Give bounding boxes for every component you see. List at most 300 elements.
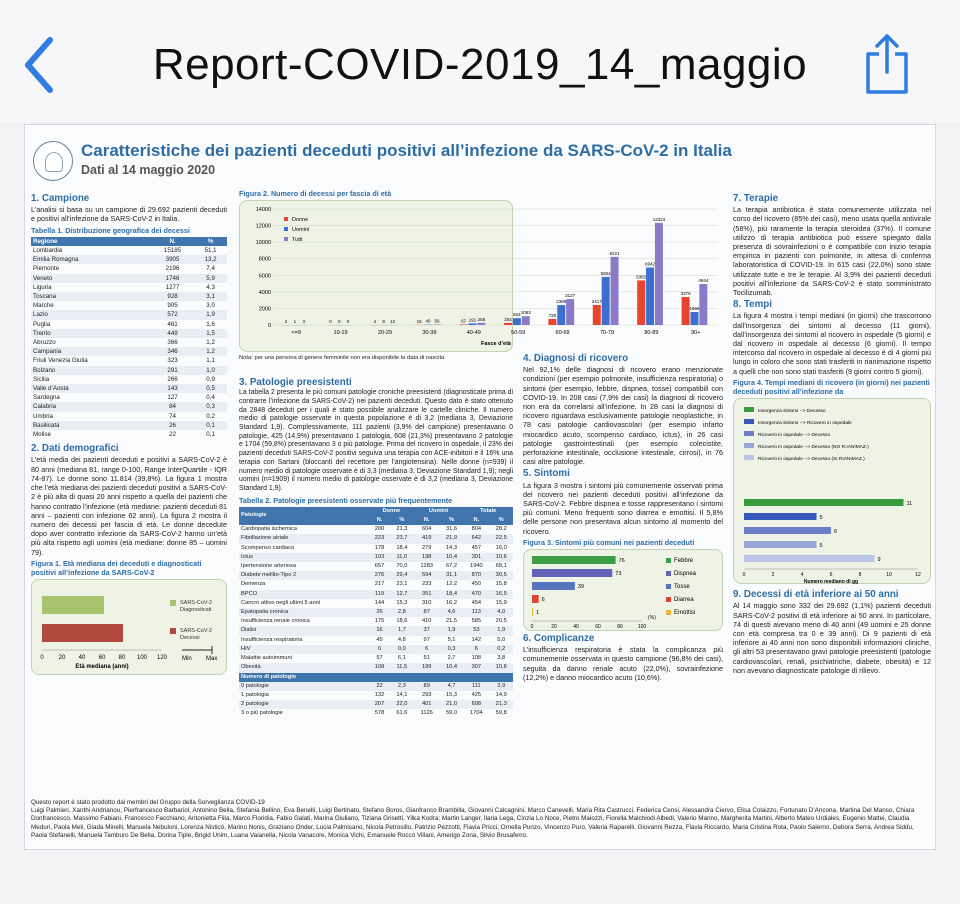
table-row — [31, 421, 227, 430]
fig3-legend-swatch — [666, 597, 671, 602]
fig2-xtick: <=9 — [291, 330, 301, 337]
column-subheader: N. — [463, 516, 489, 525]
table-row — [31, 283, 227, 292]
table-cell: 410 — [421, 618, 432, 625]
fig2-xtick: 90+ — [691, 330, 701, 337]
table-cell: Veneto — [31, 274, 151, 283]
fig2-data-label: 12324 — [652, 217, 666, 223]
fig3-tick: 40 — [573, 624, 579, 631]
figure-1-chart — [32, 580, 226, 676]
fig2-data-label: 0 — [338, 319, 341, 325]
table-cell: 0,5 — [194, 384, 227, 393]
table-cell: 3 o più patologie — [241, 710, 283, 717]
section-heading: 8. Tempi — [733, 299, 773, 311]
table-cell: Umbria — [33, 412, 53, 420]
table-cell: Friuli Venezia Giulia — [33, 357, 88, 365]
table-cell: Liguria — [33, 283, 52, 291]
table-cell: Campania — [31, 347, 151, 356]
figure-caption: Figura 1. Età mediana dei deceduti e diagnosticati positivi all’infezione da SARS-CoV-2 — [31, 558, 202, 577]
fig2-bar — [477, 323, 485, 325]
table-row — [31, 292, 227, 301]
section-text: La figura 3 mostra i sintomi più comunemente osservati prima del ricovero nei pazienti deceduti positivi all’infezione da SARS-CoV-2. Febbre dispnea e tosse rappresentano i sintomi più comuni. Meno frequenti sono diarrea e emottisi. Il 5,8% delle persone non presentava alcun sintomo al momento del ricovero. — [523, 480, 723, 536]
table-cell: Dialisi — [239, 626, 369, 635]
fig2-ytick: 12000 — [255, 223, 271, 230]
fig2-data-label: 12 — [390, 319, 396, 325]
fig1-xlabel: Età mediana (anni) — [75, 664, 129, 671]
figure-caption: Figura 4. Tempi mediani di ricovero (in giorni) nei pazienti deceduti positivi all’infezione da — [733, 377, 930, 397]
table-cell: 594 — [414, 571, 440, 580]
table-row — [31, 384, 227, 393]
table-row — [239, 580, 513, 589]
fig4-bar — [744, 527, 831, 534]
fig2-data-label: 4944 — [698, 278, 709, 284]
table-row — [31, 402, 227, 411]
table-cell: 23,7 — [390, 534, 414, 543]
table-cell: 366 — [167, 339, 178, 347]
table-cell: 1746 — [151, 274, 194, 283]
table-cell: 12,2 — [445, 581, 458, 588]
table-cell: Emilia Romagna — [31, 255, 151, 264]
iss-logo-icon — [33, 141, 73, 181]
table-cell: 142 — [471, 636, 482, 643]
fig3-bar — [532, 569, 612, 577]
table-cell: 307 — [463, 663, 489, 672]
table-cell: 419 — [414, 534, 440, 543]
table-cell: 0,1 — [206, 431, 215, 439]
table-row — [239, 544, 513, 553]
table-cell: 175 — [374, 618, 385, 625]
fig1-max-label: Max — [206, 656, 218, 663]
fig4-bar — [744, 499, 904, 506]
table-cell: 53 — [463, 626, 489, 635]
fig2-data-label: 3127 — [565, 293, 576, 299]
table-cell: 13,2 — [194, 255, 227, 264]
fig2-ytick: 2000 — [258, 306, 271, 313]
fig4-legend-swatch — [744, 455, 754, 460]
fig2-data-label: 3376 — [680, 291, 691, 297]
fig4-legend-swatch — [744, 431, 754, 436]
table-cell: 276 — [369, 571, 390, 580]
fig2-legend-swatch — [284, 237, 288, 241]
table-cell: 3,1 — [194, 292, 227, 301]
navigation-bar — [0, 0, 960, 122]
table-cell: 18,4 — [396, 544, 408, 551]
fig2-data-label: 0 — [329, 319, 332, 325]
table-cell: 31,6 — [445, 526, 458, 533]
fig4-legend-label: Ricovero in ospedale --> Decesso (NO R.IANIMAZ.) — [758, 445, 869, 451]
table-row — [31, 246, 227, 255]
column-header: % — [194, 237, 227, 246]
column-4 — [733, 191, 931, 677]
fig2-xtick: 20-29 — [377, 330, 393, 337]
table-cell: 1,5 — [194, 329, 227, 338]
table-cell: 0 patologie — [239, 682, 369, 691]
pathology-table — [239, 507, 513, 719]
table-cell: 15185 — [163, 247, 182, 255]
table-cell: Calabria — [31, 402, 151, 411]
table-cell: Diabete mellito-Tipo 2 — [239, 571, 369, 580]
table-cell: 4,7 — [440, 682, 464, 691]
table-row — [239, 525, 513, 534]
fig2-data-label: 0 — [346, 319, 350, 325]
table-cell: 279 — [421, 544, 432, 551]
table-row — [31, 274, 227, 283]
figure-note: Nota: per una persona di genere femminile non era disponibile la data di nascita — [239, 355, 445, 362]
table-cell: 351 — [414, 590, 440, 599]
fig1-bar — [42, 596, 104, 614]
table-cell: 223 — [369, 534, 390, 543]
table-cell: 608 — [463, 700, 489, 709]
fig2-data-label: 4 — [373, 319, 377, 325]
table-cell: 4,6 — [440, 608, 464, 617]
table-cell: 103 — [369, 553, 390, 562]
section-text: La figura 4 mostra i tempi mediani (in giorni) che trascorrono dall’insorgenza dei sintomi al decesso (11 giorni), dall’insorgenza dei sintomi al ricovero in ospedale (5 giorni) e dal ricovero in ospedale al decesso (6 giorni). Il tempo intercorso dal ricovero in ospedale al decesso è di 4 giorni più lungo in coloro che sono stati trasferiti in rianimazione rispetto a quelli che non sono stati trasferiti (9 giorni contro 5 giorni). — [733, 311, 931, 376]
fig3-legend-label: Tosse — [674, 584, 690, 591]
fig2-data-label: 2417 — [591, 299, 602, 305]
column-header: Donne — [369, 507, 414, 516]
fig4-tick: 4 — [800, 572, 804, 579]
column-1 — [31, 191, 227, 675]
table-cell: Sicilia — [33, 375, 50, 383]
table-row — [239, 562, 513, 571]
table-cell: 1,2 — [206, 339, 215, 347]
table-cell: 10,4 — [440, 553, 464, 562]
section-text: L’analisi si basa su un campione di 29.692 pazienti deceduti e positivi all’infezione da SARS-CoV-2 in Italia. — [31, 205, 227, 224]
table-cell: 15,3 — [396, 599, 408, 606]
table-cell: 323 — [167, 357, 178, 365]
table-cell: 21,9 — [440, 534, 464, 543]
table-cell: 0,9 — [206, 375, 215, 383]
table-cell: 113 — [463, 608, 489, 617]
table-cell: 5,9 — [194, 274, 227, 283]
table-cell: 266 — [167, 375, 178, 383]
table-cell: 59,0 — [445, 710, 458, 717]
fig2-data-label: 2 — [284, 319, 288, 325]
table-cell: 301 — [463, 553, 489, 562]
table-cell: 45 — [376, 636, 383, 643]
table-cell: 0,2 — [489, 645, 513, 654]
section-heading: 2. Dati demografici — [31, 443, 119, 455]
fig3-tick: 80 — [617, 624, 623, 631]
column-subheader: % — [390, 516, 414, 525]
table-cell: Valle d’Aosta — [31, 384, 151, 393]
fig2-bar — [690, 312, 698, 325]
table-cell: 23,1 — [396, 581, 408, 588]
fig4-legend-swatch — [744, 407, 754, 412]
table-cell: 21,0 — [440, 700, 464, 709]
fig3-axis-label: (%) — [648, 615, 656, 622]
table-cell: 3,8 — [497, 655, 506, 662]
table-cell: 37 — [414, 626, 440, 635]
fig2-bar — [637, 281, 645, 326]
table-cell: 1283 — [420, 563, 434, 570]
fig2-ytick: 14000 — [255, 207, 271, 214]
table-cell: 1,9 — [194, 310, 227, 319]
figure-3-chart — [524, 550, 722, 632]
table-row — [239, 691, 513, 700]
credits-intro: Questo report è stato prodotto dai membri del Gruppo della Sorveglianza COVID-19 — [31, 799, 265, 806]
report-title: Caratteristiche dei pazienti deceduti positivi all’infezione da SARS-CoV-2 in Italia — [81, 141, 732, 160]
table-cell: 143 — [151, 384, 194, 393]
table-cell: 26 — [369, 608, 390, 617]
fig3-legend-swatch — [666, 558, 671, 563]
table-cell: 0,1 — [194, 421, 227, 430]
fig3-bar — [532, 556, 616, 564]
fig3-tick: 0 — [530, 624, 534, 631]
table-row — [239, 608, 513, 617]
table-cell: 0,3 — [194, 402, 227, 411]
table-cell: 10,4 — [440, 663, 464, 672]
fig4-value-label: 11 — [906, 501, 913, 508]
figure-3 — [523, 549, 723, 631]
table-cell: 7,4 — [206, 265, 215, 273]
table-cell: Ipertensione arteriosa — [241, 563, 297, 570]
table-cell: 10,8 — [489, 663, 513, 672]
fig1-tick: 80 — [118, 655, 126, 662]
fig2-bar — [468, 324, 476, 326]
table-row — [31, 356, 227, 365]
fig2-xtick: 50-59 — [511, 330, 526, 337]
table-cell: 0,0 — [390, 645, 414, 654]
table-cell: 870 — [463, 571, 489, 580]
table-cell: 4,0 — [489, 608, 513, 617]
table-cell: 68,1 — [495, 563, 507, 570]
table-row — [31, 375, 227, 384]
table-row — [239, 617, 513, 626]
fig3-value-label: 6 — [541, 597, 545, 604]
table-cell: Basilicata — [31, 421, 151, 430]
figure-4-chart — [734, 399, 930, 585]
table-cell: 57 — [376, 655, 383, 662]
fig2-data-label: 254 — [504, 317, 512, 323]
table-cell: HIV — [239, 645, 369, 654]
section-text: L’età media dei pazienti deceduti e positivi a SARS-CoV-2 è 80 anni (mediana 81, range 0-100, Range InterQuartile - IQR 74-87). Le donne sono 11.814 (39,8%). La figura 1 mostra che l’età mediana dei pazienti deceduti positivi a SARS-CoV-2 è più alta di quasi 20 anni rispetto a quella dei pazienti che hanno contratto l’infezione (età mediane: pazienti deceduti 81 anni – pazienti con infezione 62 anni). La figura 2 mostra il numero dei decessi per fascia di età. Le donne decedute dopo aver contratto infezione da SARS-CoV-2 hanno un’età più alta rispetto agli uomini (età mediane: donne 85 – uomini 79). — [31, 455, 227, 557]
table-cell: 59,8 — [495, 710, 507, 717]
fig4-legend-swatch — [744, 443, 754, 448]
section-text: Al 14 maggio sono 332 dei 29.692 (1,1%) pazienti deceduti SARS-CoV-2 positivi di età inferiore ai 50 anni. In particolare, 74 di questi avevano meno di 40 anni (49 uomini e 25 donne con età compresa tra 0 e 39 anni). Di 9 pazienti di età inferiore ai 40 anni non sono disponibili informazioni cliniche, gli altri 53 presentavano gravi patologie preesistenti (patologie cardiovascolari, renali, psichiatriche, diabete, obesità) e 12 non avevano diagnosticate patologie di rilievo. — [733, 601, 931, 675]
table-cell: 1,9 — [440, 626, 464, 635]
table-cell: 310 — [421, 599, 432, 606]
fig1-bar — [42, 624, 123, 642]
fig2-ytick: 6000 — [258, 273, 271, 280]
table-cell: Sardegna — [33, 394, 60, 402]
fig2-data-label: 824 — [513, 312, 521, 318]
fig2-bar — [460, 325, 468, 326]
table-cell: 450 — [471, 581, 482, 588]
table-cell: 11,5 — [390, 663, 414, 672]
table-cell: 51 — [423, 655, 430, 662]
table-cell: 233 — [421, 581, 432, 588]
column-subheader: N. — [414, 516, 440, 525]
table-cell: 11,0 — [390, 553, 414, 562]
table-cell: 1,7 — [390, 626, 414, 635]
table-cell: Molise — [33, 431, 51, 439]
table-cell: 604 — [421, 526, 432, 533]
figure-4 — [733, 398, 931, 584]
table-cell: 16,0 — [495, 544, 507, 551]
table-cell: 16 — [369, 626, 390, 635]
table-cell: 3,9 — [489, 682, 513, 691]
fig4-tick: 8 — [858, 572, 862, 579]
fig2-data-label: 1568 — [689, 306, 700, 312]
column-header: Patologie — [239, 507, 369, 525]
table-cell: 6 — [463, 645, 489, 654]
fig1-legend-label: SARS-CoV-2 Decessi — [180, 628, 213, 642]
fig2-ytick: 0 — [267, 323, 271, 330]
fig4-value-label: 5 — [819, 543, 823, 550]
table-cell: Abruzzo — [33, 339, 56, 347]
fig2-xtick: 60-69 — [555, 330, 570, 337]
table-cell: 572 — [151, 310, 194, 319]
table-row — [31, 366, 227, 375]
fig2-data-label: 67 — [461, 318, 467, 324]
fig1-legend-swatch — [170, 628, 176, 634]
fig2-ytick: 4000 — [258, 290, 271, 297]
table-cell: 84 — [151, 402, 194, 411]
table-row — [239, 534, 513, 543]
fig3-tick: 20 — [551, 624, 557, 631]
credits-names: Luigi Palmieri, Xanthi Andrianou, Pierfrancesco Barbariol, Antonino Bella, Stefania Bellino, Eva Benelli, Luigi Bertinato, Stefano Boros, Gianfranco Brambilla, Giovanni Calcagnini, Marco Canevelli, Maria Rita Castrucci, Federica Censi, Alessandra Ciervo, Elisa Colaizzo, Fortunato D’Ancona, Martina Del Manso, Chiara Donfrancesco, Massimo Fabiani, Francesco Facchiano, Antonietta Filia, Marco Floridia, Fabio Galati, Marina Giuliano, Tiziana Grisetti, Yilka Kodra; Martin Langer, Ilaria Lega, Cinzia Lo Noce, Pietro Maiozzi, Fiorella Malchiodi Albedi, Valerio Manno, Margherita Martini, Alberto Mateo Urdiales, Eugenio Mattei, Claudia Meduri, Paola Meli, Giada Minelli, Manuela Nebuloni, Lorenza Nisticò, Marino Nonis, Graziano Onder, Lucia Palmisano, Nicola Petrosillo, Patrizio Pezzotti, Flavia Pricci, Ornella Punzo, Vincenzo Puro, Valeria Raparelli, Giovanni Rezza, Flavia Riccardo, Maria Cristina Rota, Paolo Salerno, Debora Serra, Andrea Siddu, Paola Stefanelli, Manuela Tamburo De Bella, Dorina Tiple, Brigid Unim, Luana Vaianella, Nicola Vanacore, Monica Vichi, Emanuele Rocco Villani, Amerigo Zona, Silvio Brusaferro. — [31, 807, 915, 839]
table-row — [239, 654, 513, 663]
table-cell: Ictus — [239, 553, 369, 562]
table-cell: 29,4 — [390, 571, 414, 580]
fig4-tick: 12 — [915, 572, 921, 579]
table-cell: 1940 — [470, 563, 483, 570]
table-cell: 21,5 — [445, 618, 458, 625]
table-cell: 61,6 — [396, 710, 408, 717]
table-cell: 1277 — [165, 283, 180, 291]
fig1-tick: 60 — [98, 655, 106, 662]
fig3-value-label: 39 — [577, 584, 585, 591]
figure-caption: Figura 3. Sintomi più comuni nei pazienti deceduti — [523, 537, 695, 547]
fig3-bar — [532, 608, 533, 616]
fig1-tick: 120 — [156, 655, 168, 662]
table-cell: 346 — [151, 347, 194, 356]
table-cell: Bolzano — [31, 366, 151, 375]
table-cell: Scompenso cardiaco — [241, 544, 295, 551]
section-heading: 3. Patologie preesistenti — [239, 377, 352, 388]
table-cell: 70,0 — [396, 563, 408, 570]
section-heading: 5. Sintomi — [523, 468, 570, 480]
fig2-data-label: 258 — [477, 317, 486, 323]
fig2-bar — [548, 319, 556, 325]
fig2-xtick: 10-19 — [333, 330, 348, 337]
fig1-tick: 0 — [40, 655, 44, 662]
share-icon[interactable] — [862, 32, 912, 96]
column-subheader: % — [440, 516, 464, 525]
table-cell: 74 — [169, 412, 176, 420]
table-cell: 22 — [169, 431, 176, 439]
fig2-data-label: 3 — [302, 319, 306, 325]
table-cell: 5,0 — [497, 636, 506, 643]
table-cell: 2,3 — [390, 682, 414, 691]
fig1-min-label: Min — [182, 656, 192, 663]
table-cell: 1,6 — [206, 320, 215, 328]
table-cell: 97 — [423, 636, 430, 643]
table-cell: 425 — [471, 691, 482, 698]
fig4-tick: 6 — [829, 572, 833, 579]
column-header: Uomini — [414, 507, 464, 516]
table-cell: 10,6 — [489, 553, 513, 562]
table-cell: Demenza — [241, 581, 266, 588]
table-cell: 6 — [414, 645, 440, 654]
table-cell: 108 — [369, 663, 390, 672]
table-cell: 16,2 — [445, 599, 458, 606]
table-cell: 14,9 — [495, 691, 507, 698]
column-3 — [523, 351, 723, 684]
fig3-legend-swatch — [666, 584, 671, 589]
table-row — [31, 412, 227, 421]
table-cell: Toscana — [31, 292, 151, 301]
table-cell: 1,1 — [206, 357, 215, 365]
fig2-bar — [513, 318, 521, 325]
fig4-tick: 0 — [742, 572, 746, 579]
fig4-xlabel: Numero mediano di gg — [803, 579, 859, 586]
table-cell: 0,4 — [206, 394, 215, 402]
table-row — [239, 682, 513, 691]
fig2-data-label: 8221 — [609, 251, 620, 257]
report-page[interactable] — [24, 124, 936, 850]
table-cell: Malattie autoimmuni — [241, 655, 292, 662]
table-cell: 67,2 — [445, 563, 458, 570]
table-cell: 199 — [414, 663, 440, 672]
region-table — [31, 237, 227, 439]
credits — [31, 799, 929, 840]
section-heading: 4. Diagnosi di ricovero — [523, 353, 629, 364]
table-cell: Insufficienza respiratoria — [241, 636, 303, 643]
fig3-bar — [532, 582, 575, 590]
table-cell: 291 — [151, 366, 194, 375]
table-cell: 127 — [167, 394, 178, 402]
fig4-legend-label: Insorgenza sintomi --> Ricovero in ospedale — [758, 421, 852, 427]
fig2-bar — [557, 305, 565, 325]
table-cell: 449 — [151, 329, 194, 338]
table-caption: Tabella 2. Patologie preesistenti osservate più frequentemente — [239, 495, 453, 505]
fig2-xtick: 80-89 — [644, 330, 659, 337]
section-heading: 6. Complicanze — [523, 633, 595, 645]
table-cell: 144 — [374, 599, 385, 606]
table-cell: 16,5 — [489, 590, 513, 599]
fig2-bar — [611, 257, 619, 325]
fig2-bar — [566, 299, 574, 325]
table-cell: 18,6 — [396, 618, 408, 625]
fig2-bar — [522, 316, 530, 325]
table-row — [239, 700, 513, 709]
fig2-bar — [602, 277, 610, 325]
fig3-tick: 100 — [637, 624, 647, 631]
table-row — [239, 553, 513, 562]
section-text: La tabella 2 presenta le più comuni patologie croniche preesistenti (diagnosticate prima di contrarre l’infezione da SARS-CoV-2) nei pazienti deceduti. Questo dato è stato ottenuto da 2848 deceduti per i quali è stato possibile analizzare le cartelle cliniche. Il numero medio di patologie osservate in questa popolazione è di 3,2 (mediana 3, Deviazione Standard 1,9). Complessivamente, 111 pazienti (3,9% del campione) presentavano 0 patologie, 425 (14,9%) presentavano 1 patologia, 608 (21,3%) presentavano 2 patologie e 1704 (59,8%) presentavano 3 o più patologie. Prima del ricovero in ospedale, il 23% dei pazienti deceduti SARS-CoV-2 positivi seguiva una terapia con ACE-inibitori e il 16% una terapia con Sartani (bloccanti del recettore per l’angiotensina). Nelle donne (n=939) il numero medio di patologie osservate è di 3,3 (mediana 3, Deviazione Standard 1,9); negli uomini (n=1909) il numero medio di patologie osservate è di 3,2 (mediana 3, Deviazione Standard 1,9). — [239, 389, 513, 492]
fig2-bar — [699, 284, 707, 325]
fig2-bar — [682, 297, 690, 325]
table-cell: 470 — [463, 590, 489, 599]
table-cell: 111 — [463, 682, 489, 691]
table-row — [31, 310, 227, 319]
table-cell: 51,1 — [204, 247, 217, 255]
table-cell: 21,3 — [489, 700, 513, 709]
fig2-data-label: 1 — [293, 319, 297, 325]
table-cell: 1,2 — [194, 347, 227, 356]
table-cell: 12,7 — [390, 590, 414, 599]
fig2-legend-label: Uomini — [292, 227, 310, 234]
table-cell: 18,4 — [440, 590, 464, 599]
table-cell: 1,0 — [194, 366, 227, 375]
fig3-legend-label: Febbre — [674, 558, 694, 565]
table-cell: 585 — [471, 618, 482, 625]
fig2-data-label: 1063 — [520, 310, 531, 316]
table-cell: 1126 — [420, 710, 433, 717]
table-cell: 28,2 — [495, 526, 507, 533]
